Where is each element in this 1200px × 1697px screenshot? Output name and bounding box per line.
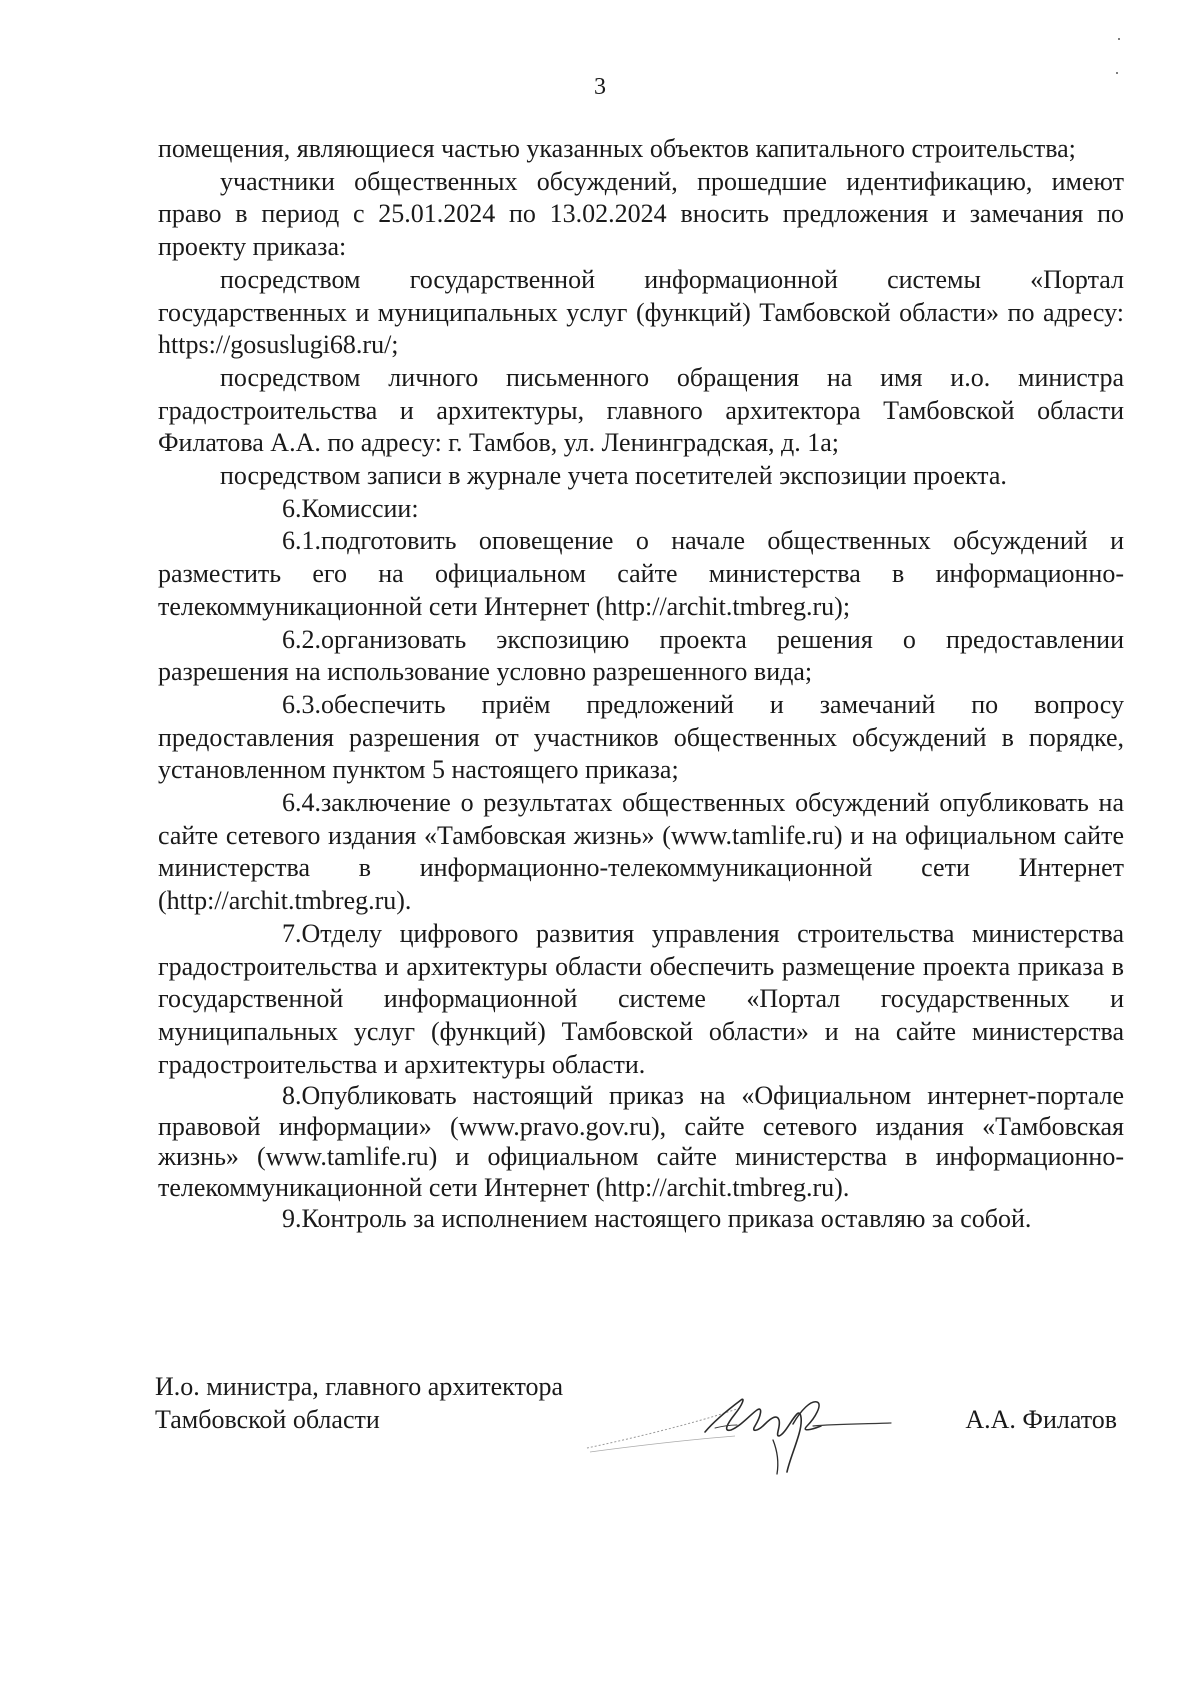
item-text: организовать экспозицию проекта решения о предоставлении разрешения на использование условно разрешенного вида;: [158, 624, 1124, 687]
item-6-2: [158, 624, 1124, 689]
signatory-title-line2: Тамбовской области: [155, 1405, 380, 1434]
signatory-title: [155, 1370, 635, 1436]
item-text: Отделу цифрового развития управления строительства министерства градостроительства и архитектуры области обеспечить размещение проекта приказа в государственной информационной системе «Портал государственных и муниципальных услуг (функций) Тамбовской области» и на сайте министерства градостроительства и архитектуры области.: [158, 918, 1124, 1079]
paragraph-via-portal: посредством государственной информационной системы «Портал государственных и муниципальных услуг (функций) Тамбовской области» по адресу: https://gosuslugi68.ru/;: [158, 264, 1124, 360]
item-text: заключение о результатах общественных обсуждений опубликовать на сайте сетевого издания «Тамбовская жизнь» (www.tamlife.ru) и на официальном сайте министерства в информационно-телекоммуникационной сети Интернет (http://archit.tmbreg.ru).: [158, 788, 1124, 916]
item-number: 6.4.: [282, 788, 321, 818]
item-text: обеспечить приём предложений и замечаний по вопросу предоставления разрешения от участников общественных обсуждений в порядке, установленном пунктом 5 настоящего приказа;: [158, 689, 1124, 785]
signature-block: [155, 1370, 1125, 1480]
item-7: [158, 918, 1124, 1082]
handwritten-signature: [565, 1370, 895, 1480]
paragraph-via-letter: посредством личного письменного обращения на имя и.о. министра градостроительства и архитектуры, главного архитектора Тамбовской области Филатова А.А. по адресу: г. Тамбов, ул. Ленинградская, д. 1а;: [158, 362, 1124, 458]
item-6-1: [158, 525, 1124, 623]
document-body: [158, 133, 1124, 1236]
item-number: 8.: [282, 1081, 302, 1111]
page-number: 3: [594, 74, 606, 100]
item-text: Комиссии:: [301, 493, 419, 523]
item-8: [158, 1081, 1124, 1203]
scan-speck: [1118, 38, 1120, 40]
item-6: [158, 493, 1124, 526]
item-number: 7.: [282, 918, 302, 948]
item-text: Контроль за исполнением настоящего приказа оставляю за собой.: [301, 1204, 1032, 1234]
signatory-name: А.А. Филатов: [965, 1405, 1117, 1434]
signatory-title-line1: И.о. министра, главного архитектора: [155, 1372, 564, 1401]
item-6-4: [158, 787, 1124, 918]
item-text: Опубликовать настоящий приказ на «Официальном интернет-портале правовой информации» (www.pravo.gov.ru), сайте сетевого издания «Тамбовская жизнь» (www.tamlife.ru) и официальном сайте министерства в информационно-телекоммуникационной сети Интернет (http://archit.tmbreg.ru).: [158, 1081, 1124, 1202]
paragraph-premises: помещения, являющиеся частью указанных объектов капитального строительства;: [158, 134, 1076, 163]
item-number: 6.: [282, 493, 302, 523]
item-number: 6.2.: [282, 624, 321, 654]
item-6-3: [158, 689, 1124, 787]
item-9: [158, 1203, 1124, 1236]
paragraph-via-journal: посредством записи в журнале учета посетителей экспозиции проекта.: [220, 461, 1007, 491]
paragraph-participants: участники общественных обсуждений, прошедшие идентификацию, имеют право в период с 25.01.2024 по 13.02.2024 вносить предложения и замечания по проекту приказа:: [158, 166, 1124, 262]
scan-speck: [1116, 72, 1118, 74]
item-number: 9.: [282, 1204, 302, 1234]
item-number: 6.3.: [282, 689, 321, 719]
item-number: 6.1.: [282, 526, 321, 556]
item-text: подготовить оповещение о начале общественных обсуждений и разместить его на официальном сайте министерства в информационно-телекоммуникационной сети Интернет (http://archit.tmbreg.ru);: [158, 526, 1124, 621]
